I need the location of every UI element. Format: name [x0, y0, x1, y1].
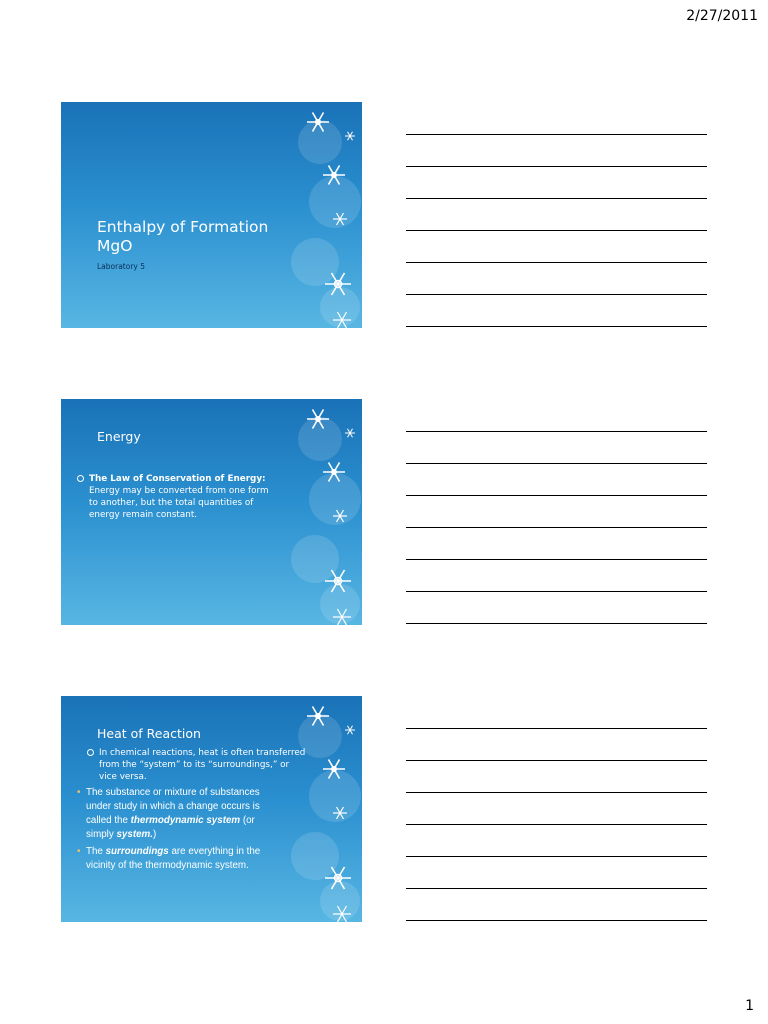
bullet-item	[87, 747, 338, 783]
bullet-text: called the thermodynamic system (or	[86, 815, 255, 826]
bullet-text: In chemical reactions, heat is often transferred	[99, 748, 306, 758]
slide-title-line: Enthalpy of Formation	[97, 218, 269, 236]
note-line	[406, 623, 707, 624]
note-line	[406, 591, 707, 592]
slide-title-line: MgO	[97, 237, 133, 255]
bullet-text: from the “system” to its “surroundings,” or	[99, 760, 290, 770]
note-line	[406, 728, 707, 729]
slide-thumbnail-3	[61, 696, 362, 922]
note-line	[406, 559, 707, 560]
note-line	[406, 527, 707, 528]
note-line	[406, 294, 707, 295]
slide-title: Energy	[97, 429, 141, 444]
slide-thumbnail-1	[61, 102, 362, 328]
note-line	[406, 134, 707, 135]
page-number: 1	[745, 998, 754, 1014]
note-line	[406, 856, 707, 857]
date-header: 2/27/2011	[686, 8, 758, 24]
note-line	[406, 326, 707, 327]
note-line	[406, 230, 707, 231]
snowflake-decoration	[290, 102, 362, 328]
sub-bullet-item	[77, 786, 338, 842]
note-line	[406, 166, 707, 167]
ring-bullet-icon	[87, 749, 94, 756]
slide-title: Heat of Reaction	[97, 726, 201, 741]
note-line	[406, 431, 707, 432]
note-line	[406, 920, 707, 921]
bullet-text: vicinity of the thermodynamic system.	[86, 860, 249, 871]
bullet-text: The surroundings are everything in the	[86, 846, 261, 857]
note-line	[406, 760, 707, 761]
slide-bullets	[77, 473, 334, 521]
slide-bullets	[77, 747, 338, 873]
note-line	[406, 463, 707, 464]
bullet-text: vice versa.	[99, 772, 147, 782]
sub-bullet-item	[77, 845, 338, 873]
bullet-item	[77, 473, 334, 521]
note-line	[406, 888, 707, 889]
note-line	[406, 824, 707, 825]
bullet-text: The substance or mixture of substances	[86, 787, 260, 798]
dot-bullet-icon: •	[77, 846, 81, 857]
note-line	[406, 198, 707, 199]
slide-thumbnail-2	[61, 399, 362, 625]
note-line	[406, 495, 707, 496]
note-line	[406, 262, 707, 263]
bullet-text: under study in which a change occurs is	[86, 801, 260, 812]
bullet-text: simply system.)	[86, 829, 157, 840]
bullet-text: Energy may be converted from one form	[89, 486, 269, 496]
dot-bullet-icon: •	[77, 787, 81, 798]
bullet-text: to another, but the total quantities of	[89, 498, 254, 508]
note-line	[406, 792, 707, 793]
bullet-text: energy remain constant.	[89, 510, 198, 520]
slide-title	[97, 218, 297, 256]
slide-subtitle: Laboratory 5	[97, 262, 146, 271]
bullet-heading: The Law of Conservation of Energy:	[89, 474, 266, 484]
ring-bullet-icon	[77, 475, 84, 482]
